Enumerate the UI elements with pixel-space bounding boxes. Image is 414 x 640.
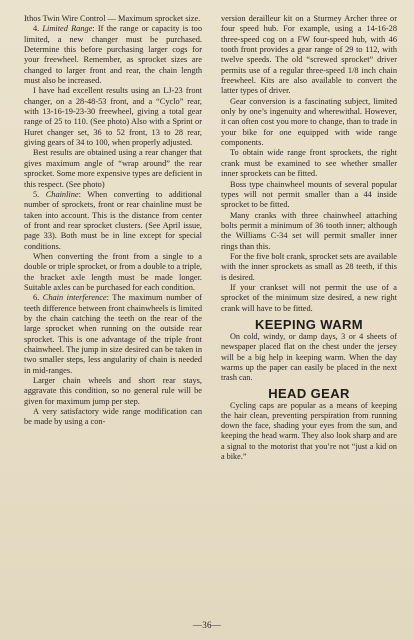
section-text: : If the range or capacity is too limited, a new changer must be purchased. Determine this before purchasing larger cogs for your freewheel. Remember, as sprocket sizes are changed to larger front and rear, the chain length must also be increased. xyxy=(24,24,202,86)
keeping-warm-box xyxy=(221,316,397,383)
section-label: Chain interference xyxy=(42,293,107,303)
keeping-warm-text: On cold, windy, or damp days, 3 or 4 sheets of newspaper placed flat on the chest under the jersey will be a big help in keeping warm. When the day warms up the paper can easily be placed in the next trash can. xyxy=(221,332,397,382)
paragraph: Boss type chainwheel mounts of several popular types will not permit smaller than a 44 inside sprocket to be fitted. xyxy=(221,179,397,210)
section-number: 6. xyxy=(33,293,40,303)
paragraph: Many cranks with three chainwheel attaching bolts permit a minimum of 36 tooth inner; although the Williams C-34 set will permit smaller inner rings than this. xyxy=(221,210,397,251)
paragraph: I have had excellent results using an LJ-23 front changer, on a 28-48-53 front, and a “Cyclo” rear, with 13-16-19-23-30 freewheel, giving a total gear range of 25 to 110. (See photo) Also with a Sprint or Huret changer set, 36 to 52 front, 13 to 28 rear, giving gears of 34 to 100, when properly adjusted. xyxy=(24,86,202,148)
section-text: : When converting to additional number of sprockets, front or rear chainline must be taken into account. This is the distance from center of front and rear sprocket clusters. (See April issue, page 33). Both must be in line except for special conditions. xyxy=(24,189,202,251)
paragraph: Gear conversion is a fascinating subject, limited only by one’s ingenuity and wherewithal. However, it can often cost you more to change, than to trade in your bike for one equipped with wide range components. xyxy=(221,96,397,148)
paragraph: For the five bolt crank, sprocket sets are available with the inner sprockets as small as 28 teeth, if this is desired. xyxy=(221,251,397,282)
section-label: Chainline xyxy=(45,189,79,199)
paragraph-chainline xyxy=(24,190,202,252)
paragraph: Ithos Twin Wire Control — Maximum sprocket size. xyxy=(24,14,201,23)
paragraph: Best results are obtained using a rear changer that gives maximum angle of “wrap around” the rear sprocket. Some more expensive types are deficient in this respect. (See photo) xyxy=(24,148,202,189)
paragraph: To obtain wide range front sprockets, the right crank must be examined to see whether smaller inner sprockets can be fitted. xyxy=(221,148,397,179)
keeping-warm-heading: KEEPING WARM xyxy=(254,316,364,332)
section-number: 4. xyxy=(33,24,40,34)
page-number: —36— xyxy=(192,620,222,630)
head-gear-box xyxy=(221,385,397,462)
head-gear-heading: HEAD GEAR xyxy=(268,385,350,401)
paragraph: version derailleur kit on a Sturmey Archer three or four speed hub. For example, using a 14-16-28 three-speed cog on a FW four-speed hub, with 46 tooth front provides a gear range of 29 to 112, with twelve speeds. The old “screwed sprocket” driver permits use of a regular three-speed 1/8 inch chain freewheel. Kits are also available to convert the latter types of driver. xyxy=(221,14,397,96)
paragraph: Larger chain wheels and short rear stays, aggravate this condition, so no general rule will be given for maximum jump per step. xyxy=(24,376,202,406)
paragraph: If your crankset will not permit the use of a sprocket of the minimum size desired, a new right crank will have to be fitted. xyxy=(221,282,397,313)
paragraph: When converting the front from a single to a double or triple sprocket, or from a double to a triple, the bracket axle length must be made longer. Suitable axles can be purchased for each condition. xyxy=(24,251,202,292)
paragraph-limited-range xyxy=(24,24,202,86)
section-label: Limited Range xyxy=(42,24,93,34)
section-text: : The maximum number of teeth difference between front chainwheels is limited by the chain catching the teeth on the rear of the large sprocket when running on the outside rear sprocket. This is one advantage of the triple front chainwheel. The jump in size desired can be taken in two smaller steps, less angularity of chain is needed in mid-ranges. xyxy=(24,293,202,375)
left-column xyxy=(24,14,202,428)
section-number: 5. xyxy=(33,189,40,199)
head-gear-text: Cycling caps are popular as a means of keeping the hair clean, preventing perspiration from running down the face, shading your eyes from the sun, and keeping the head warm. They also look sharp and are a signal to the motorist that you’re not “just a kid on a bike.” xyxy=(221,401,397,461)
right-column xyxy=(221,14,397,462)
paragraph: A very satisfactory wide range modification can be made by using a con- xyxy=(24,407,202,427)
paragraph-chain-interference xyxy=(24,293,202,376)
